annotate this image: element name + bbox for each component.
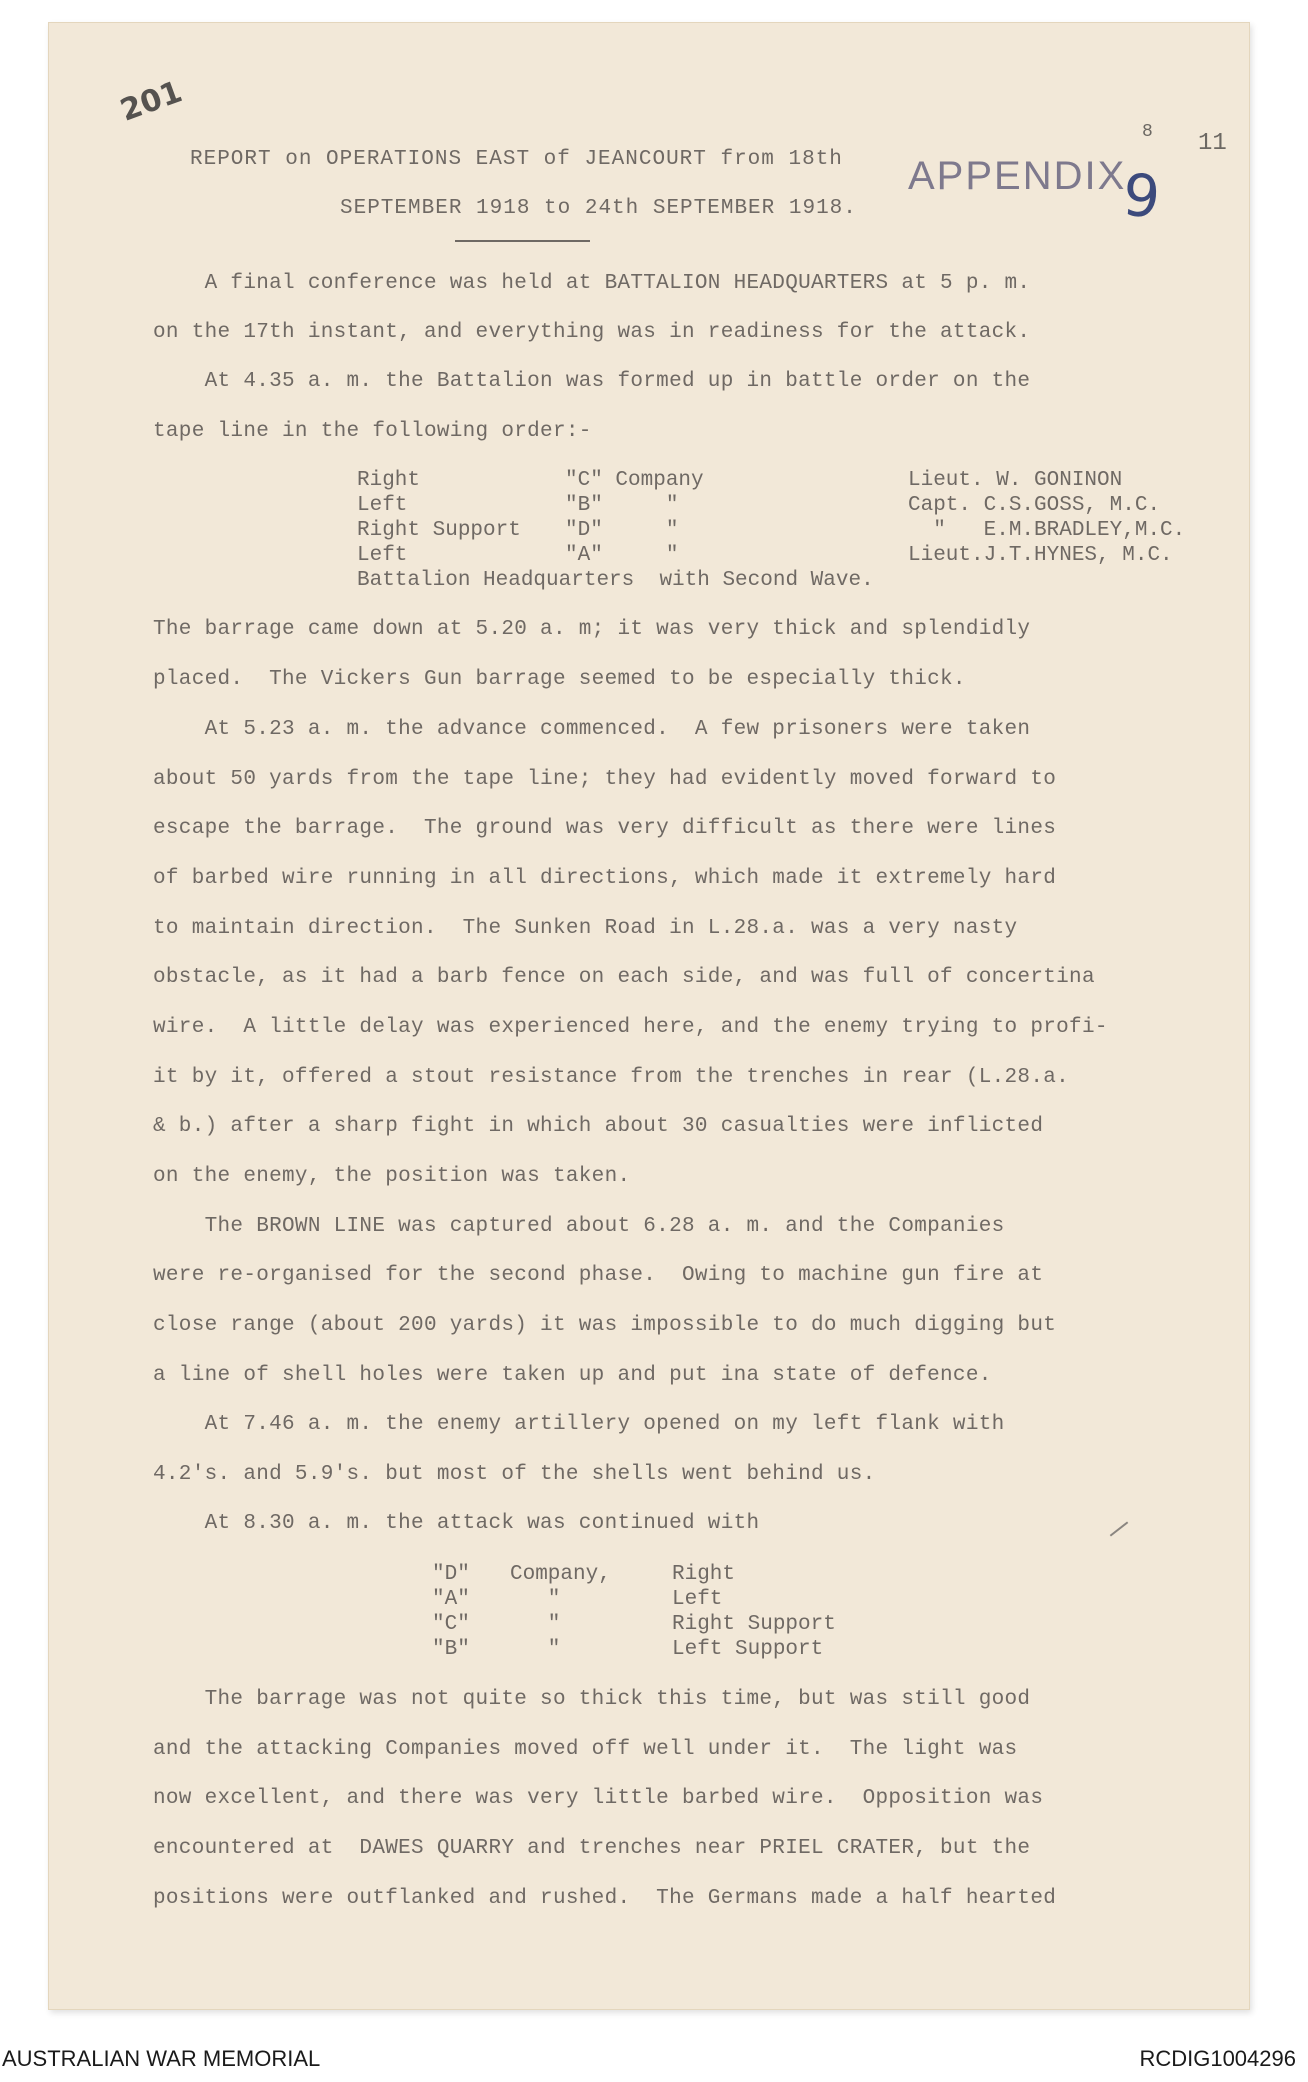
body-line: were re-organised for the second phase. Owing to machine gun fire at (153, 1264, 1044, 1287)
body-line: on the 17th instant, and everything was in readiness for the attack. (153, 321, 1031, 344)
report-title-line2: SEPTEMBER 1918 to 24th SEPTEMBER 1918. (340, 197, 857, 220)
footer-record-id: RCDIG1004296 (1139, 2046, 1296, 2071)
report-title-line1: REPORT on OPERATIONS EAST of JEANCOURT from 18th (190, 148, 843, 171)
phase-company: "C" (432, 1613, 470, 1636)
body-line: a line of shell holes were taken up and put ina state of defence. (153, 1364, 992, 1387)
body-line: The BROWN LINE was captured about 6.28 a. m. and the Companies (153, 1215, 1005, 1238)
body-line: placed. The Vickers Gun barrage seemed to be especially thick. (153, 668, 966, 691)
phase-label: Company, (510, 1563, 611, 1586)
body-line: positions were outflanked and rushed. The Germans made a half hearted (153, 1887, 1057, 1910)
folio-number: 201 (115, 74, 187, 129)
phase-label: " (510, 1588, 561, 1611)
phase-position: Right (672, 1563, 736, 1586)
body-line: encountered at DAWES QUARRY and trenches near PRIEL CRATER, but the (153, 1837, 1031, 1860)
top-right-number: 11 (1198, 130, 1227, 157)
body-line: and the attacking Companies moved off well under it. The light was (153, 1738, 1018, 1761)
body-line: 4.2's. and 5.9's. but most of the shells went behind us. (153, 1463, 876, 1486)
body-line: A final conference was held at BATTALION HEADQUARTERS at 5 p. m. (153, 272, 1031, 295)
body-line: At 7.46 a. m. the enemy artillery opened on my left flank with (153, 1413, 1005, 1436)
body-line: wire. A little delay was experienced here, and the enemy trying to profi- (153, 1016, 1108, 1039)
formation-headquarters: Battalion Headquarters with Second Wave. (357, 569, 874, 592)
formation-officer: Capt. C.S.GOSS, M.C. (908, 494, 1161, 517)
body-line: & b.) after a sharp fight in which about 30 casualties were inflicted (153, 1115, 1044, 1138)
formation-officer: Lieut.J.T.HYNES, M.C. (908, 544, 1173, 567)
formation-officer: " E.M.BRADLEY,M.C. (908, 519, 1186, 542)
phase-position: Right Support (672, 1613, 836, 1636)
body-line: At 5.23 a. m. the advance commenced. A few prisoners were taken (153, 718, 1031, 741)
formation-position: Left (357, 544, 408, 567)
body-line: At 8.30 a. m. the attack was continued with (153, 1512, 760, 1535)
formation-company: "D" " (565, 519, 679, 542)
appendix-number: 9 (1120, 160, 1163, 232)
phase-company: "B" (432, 1638, 470, 1661)
body-line: now excellent, and there was very little barbed wire. Opposition was (153, 1787, 1044, 1810)
body-line: The barrage was not quite so thick this time, but was still good (153, 1688, 1031, 1711)
phase-company: "D" (432, 1563, 470, 1586)
body-line: At 4.35 a. m. the Battalion was formed up in battle order on the (153, 370, 1031, 393)
formation-position: Left (357, 494, 408, 517)
body-line: it by it, offered a stout resistance from the trenches in rear (L.28.a. (153, 1066, 1070, 1089)
formation-company: "C" Company (565, 469, 704, 492)
formation-position: Right (357, 469, 421, 492)
appendix-stamp: APPENDIX (908, 154, 1127, 198)
formation-company: "B" " (565, 494, 679, 517)
formation-officer: Lieut. W. GONINON (908, 469, 1123, 492)
phase-position: Left Support (672, 1638, 824, 1661)
body-line: about 50 yards from the tape line; they had evidently moved forward to (153, 768, 1057, 791)
formation-position: Right Support (357, 519, 521, 542)
body-line: close range (about 200 yards) it was impossible to do much digging but (153, 1314, 1057, 1337)
footer-institution: AUSTRALIAN WAR MEMORIAL (2, 2046, 321, 2071)
phase-label: " (510, 1638, 561, 1661)
body-line: The barrage came down at 5.20 a. m; it was very thick and splendidly (153, 618, 1031, 641)
phase-company: "A" (432, 1588, 470, 1611)
body-line: of barbed wire running in all directions, which made it extremely hard (153, 867, 1057, 890)
body-line: on the enemy, the position was taken. (153, 1165, 631, 1188)
top-right-small-mark: 8 (1142, 122, 1153, 142)
body-line: tape line in the following order:- (153, 420, 592, 443)
body-line: to maintain direction. The Sunken Road in L.28.a. was a very nasty (153, 917, 1018, 940)
title-underline (455, 240, 590, 242)
phase-position: Left (672, 1588, 723, 1611)
phase-label: " (510, 1613, 561, 1636)
formation-company: "A" " (565, 544, 679, 567)
body-line: obstacle, as it had a barb fence on each side, and was full of concertina (153, 966, 1095, 989)
body-line: escape the barrage. The ground was very difficult as there were lines (153, 817, 1057, 840)
